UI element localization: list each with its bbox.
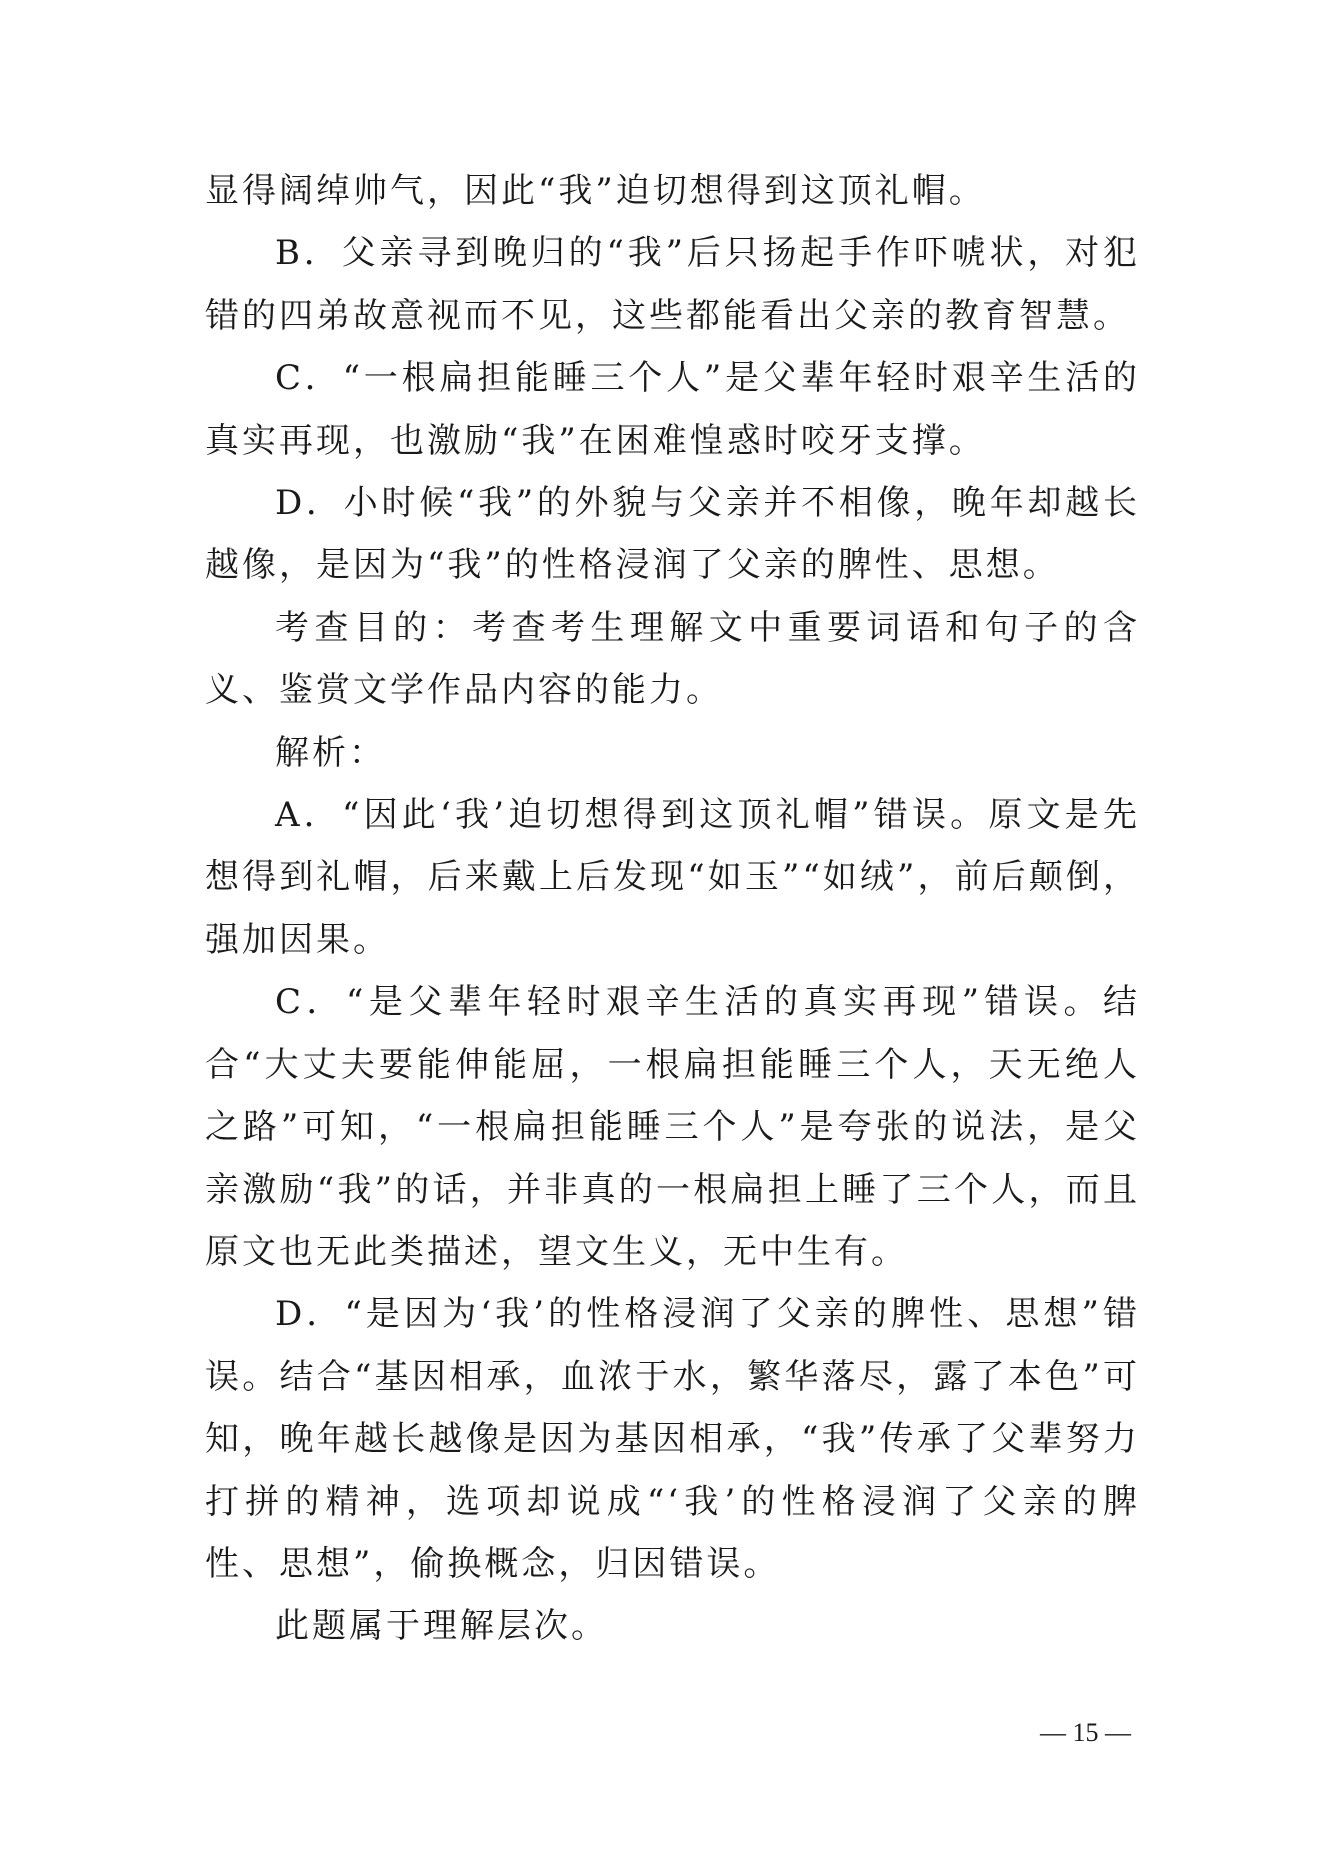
document-body [205,160,1140,1658]
paragraph-analysis-c: C．“是父辈年轻时艰辛生活的真实再现”错误。结合“大丈夫要能伸能屈，一根扁担能睡三个人，天无绝人之路”可知，“一根扁担能睡三个人”是夸张的说法，是父亲激励“我”的话，并非真的一根扁担上睡了三个人，而且原文也无此类描述，望文生义，无中生有。 [205,982,1140,1272]
paragraph-option-c: C．“一根扁担能睡三个人”是父辈年轻时艰辛生活的真实再现，也激励“我”在困难惶惑时咬牙支撑。 [205,358,1140,461]
paragraph-option-d: D．小时候“我”的外貌与父亲并不相像，晚年却越长越像，是因为“我”的性格浸润了父亲的脾性、思想。 [205,483,1140,586]
paragraph-option-b: B．父亲寻到晚归的“我”后只扬起手作吓唬状，对犯错的四弟故意视而不见，这些都能看出父亲的教育智慧。 [205,233,1140,336]
paragraph-analysis-d: D．“是因为‘我’的性格浸润了父亲的脾性、思想”错误。结合“基因相承，血浓于水，繁华落尽，露了本色”可知，晚年越长越像是因为基因相承，“我”传承了父辈努力打拼的精神，选项却说成“‘我’的性格浸润了父亲的脾性、思想”，偷换概念，归因错误。 [205,1294,1140,1584]
paragraph-exam-purpose: 考查目的：考查考生理解文中重要词语和句子的含义、鉴赏文学作品内容的能力。 [205,607,1140,711]
paragraph-level: 此题属于理解层次。 [275,1606,608,1647]
paragraph-analysis-heading: 解析： [275,732,386,773]
paragraph-analysis-a: A．“因此‘我’迫切想得到这顶礼帽”错误。原文是先想得到礼帽，后来戴上后发现“如玉”“如绒”，前后颠倒，强加因果。 [205,795,1140,960]
paragraph-continuation: 显得阔绰帅气，因此“我”迫切想得到这顶礼帽。 [205,171,986,211]
page-number: — 15 — [1040,1718,1131,1747]
